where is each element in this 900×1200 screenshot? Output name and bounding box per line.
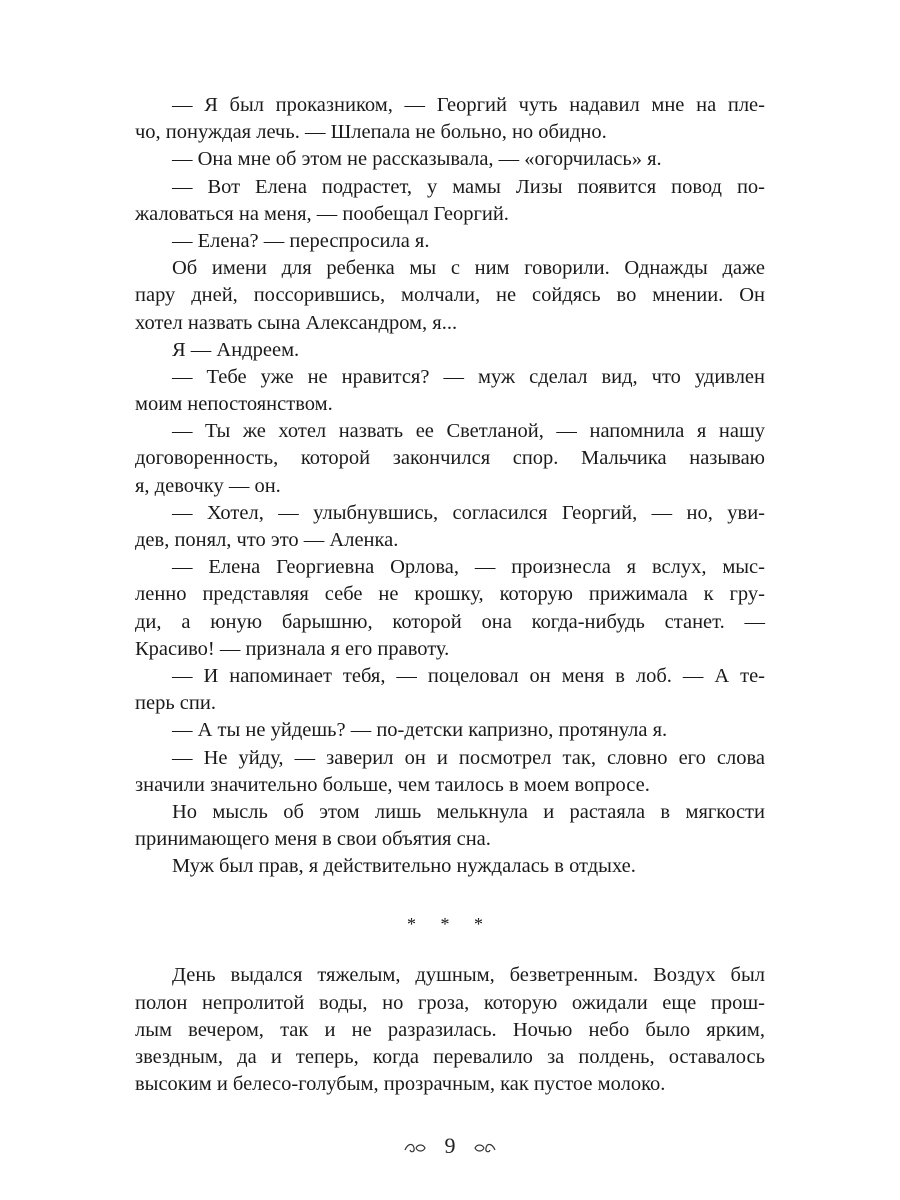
text-line: ди, а юную барышню, которой она когда-нибудь станет. — bbox=[135, 610, 765, 633]
text-line: договоренность, которой закончился спор. Мальчика называю bbox=[135, 447, 765, 470]
text-line: — Ты же хотел назвать ее Светланой, — напомнила я нашу bbox=[172, 420, 765, 443]
text-line: высоким и белесо-голубым, прозрачным, как пустое молоко. bbox=[135, 1073, 666, 1096]
text-line: — Я был проказником, — Георгий чуть надавил мне на пле- bbox=[172, 94, 765, 116]
text-line: — Она мне об этом не рассказывала, — «огорчилась» я. bbox=[172, 148, 662, 171]
page-number: 9 bbox=[444, 1133, 456, 1158]
text-line: дев, понял, что это — Аленка. bbox=[135, 529, 399, 551]
text-line: Муж был прав, я действительно нуждалась в отдыхе. bbox=[172, 855, 636, 878]
text-line: — А ты не уйдешь? — по-детски капризно, протянула я. bbox=[172, 719, 668, 742]
text-line: чо, понуждая лечь. — Шлепала не больно, но обидно. bbox=[135, 121, 607, 144]
text-line: хотел назвать сына Александром, я... bbox=[135, 311, 458, 334]
text-line: — Хотел, — улыбнувшись, согласился Георгий, — но, уви- bbox=[172, 501, 765, 524]
text-line: лым вечером, так и не разразилась. Ночью небо было ярким, bbox=[135, 1018, 765, 1041]
text-line: ленно представляя себе не крошку, которую прижимала к гру- bbox=[135, 583, 765, 606]
text-line: Но мысль об этом лишь мелькнула и растаяла в мягкости bbox=[172, 800, 765, 823]
text-line: перь спи. bbox=[135, 692, 216, 715]
ornament-left-icon bbox=[403, 1135, 427, 1161]
text-line: — Вот Елена подрастет, у мамы Лизы появится повод по- bbox=[172, 175, 765, 198]
text-line: принимающего меня в свои объятия сна. bbox=[135, 828, 491, 851]
text-line: жаловаться на меня, — пообещал Георгий. bbox=[135, 202, 509, 225]
text-line: моим непостоянством. bbox=[135, 393, 333, 416]
text-line: День выдался тяжелым, душным, безветренным. Воздух был bbox=[172, 964, 765, 987]
text-line: Об имени для ребенка мы с ним говорили. Однажды даже bbox=[172, 257, 765, 280]
page-footer bbox=[0, 1133, 900, 1161]
section-separator: * * * bbox=[407, 914, 493, 935]
text-line: — Не уйду, — заверил он и посмотрел так, словно его слова bbox=[172, 746, 765, 769]
text-line: я, девочку — он. bbox=[135, 474, 281, 497]
text-line: Красиво! — признала я его правоту. bbox=[135, 637, 450, 660]
text-line: — Елена? — переспросила я. bbox=[172, 229, 430, 252]
text-line: значили значительно больше, чем таилось в моем вопросе. bbox=[135, 773, 650, 796]
text-line: Я — Андреем. bbox=[172, 338, 300, 361]
body-text bbox=[135, 92, 765, 1098]
text-line: — И напоминает тебя, — поцеловал он меня в лоб. — А те- bbox=[172, 664, 765, 687]
ornament-right-icon bbox=[473, 1135, 497, 1161]
text-line: пару дней, поссорившись, молчали, не сойдясь во мнении. Он bbox=[135, 284, 765, 307]
text-line: звездным, да и теперь, когда перевалило за полдень, оставалось bbox=[135, 1046, 765, 1068]
text-line: — Елена Георгиевна Орлова, — произнесла я вслух, мыс- bbox=[172, 556, 765, 579]
text-line: — Тебе уже не нравится? — муж сделал вид, что удивлен bbox=[172, 365, 765, 388]
text-line: полон непролитой воды, но гроза, которую ожидали еще прош- bbox=[135, 991, 765, 1014]
